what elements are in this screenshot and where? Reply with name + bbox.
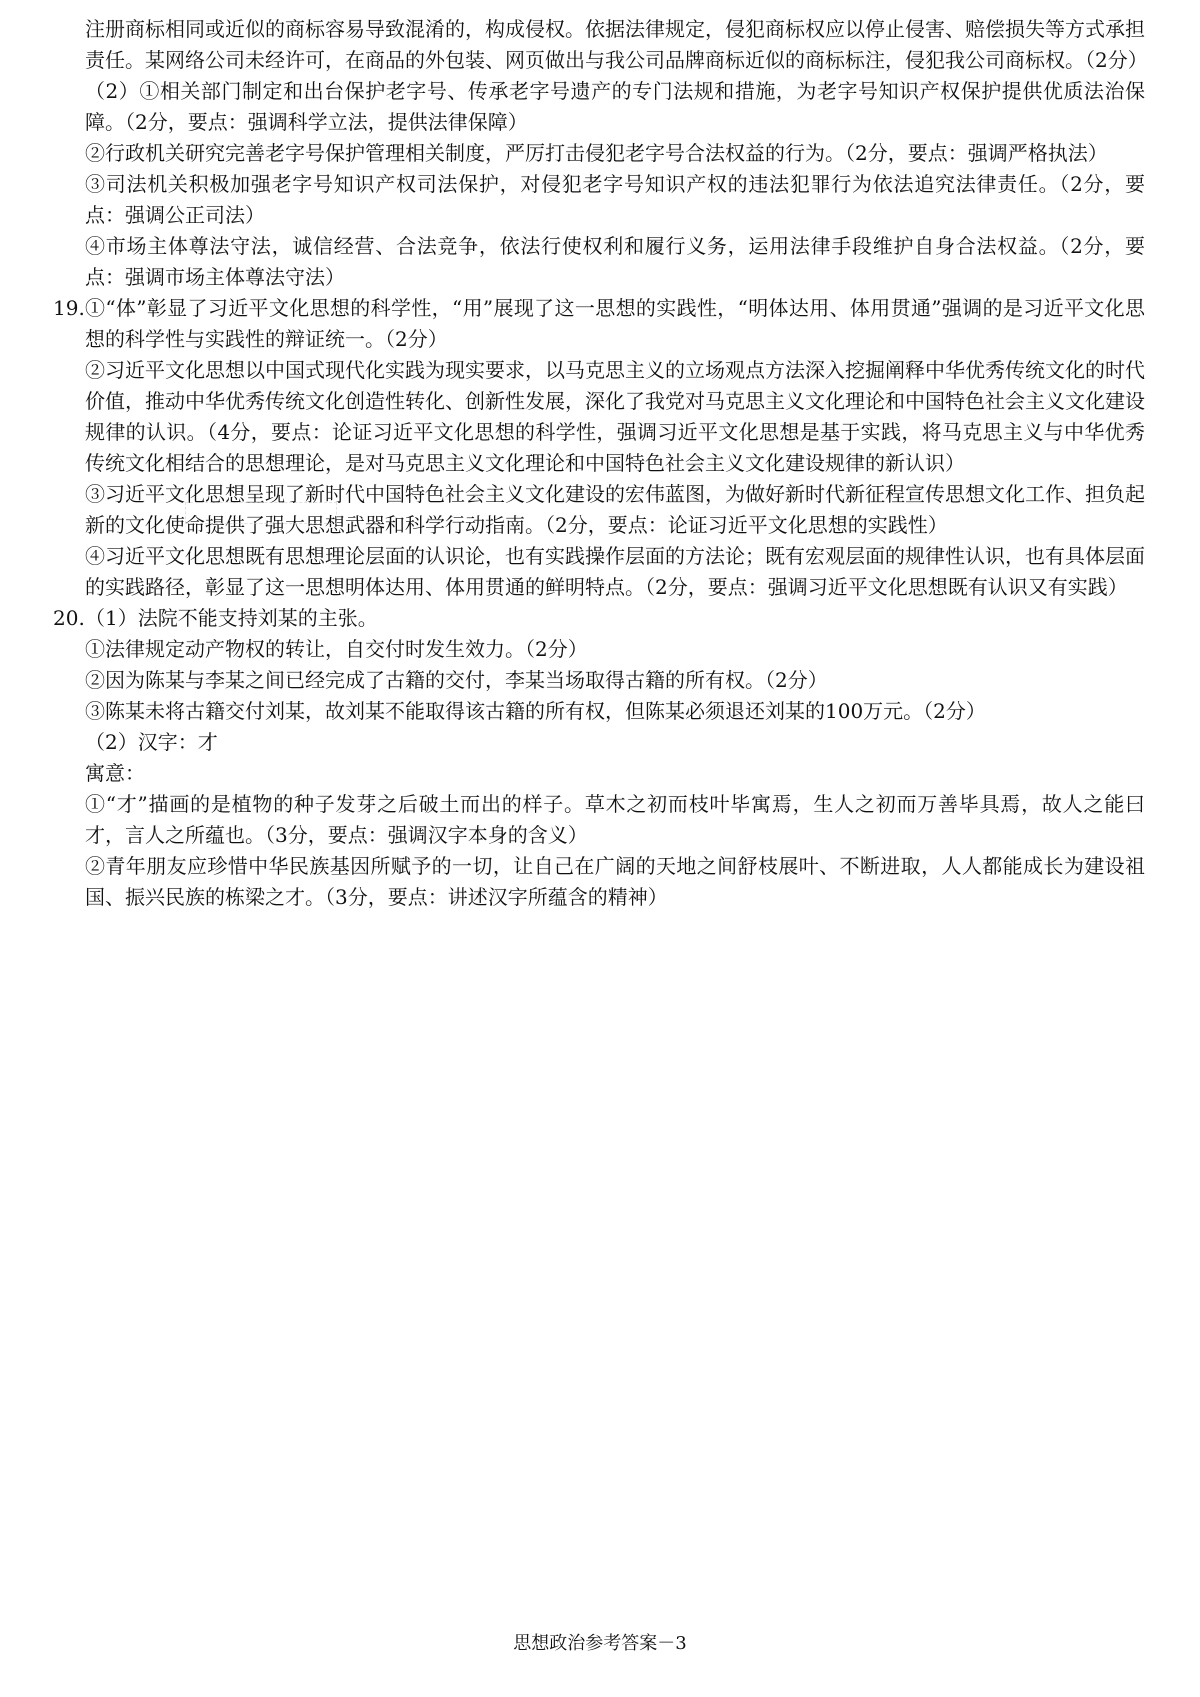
q20-paragraph-1: （1）法院不能支持刘某的主张。 xyxy=(85,606,378,630)
page-footer: 思想政治参考答案－3 xyxy=(513,1633,687,1654)
question-20-number: 20. xyxy=(53,606,85,630)
q18-paragraph-2: （2）①相关部门制定和出台保护老字号、传承老字号遗产的专门法规和措施，为老字号知识产权保护提供优质法治保障。（2分，要点：强调科学立法，提供法律保障） xyxy=(85,79,1145,134)
answer-content xyxy=(53,14,1148,913)
q20-paragraph-8: ②青年朋友应珍惜中华民族基因所赋予的一切，让自己在广阔的天地之间舒枝展叶、不断进取，人人都能成长为建设祖国、振兴民族的栋梁之才。（3分，要点：讲述汉字所蕴含的精神） xyxy=(85,854,1145,909)
q19-paragraph-3: ③习近平文化思想呈现了新时代中国特色社会主义文化建设的宏伟蓝图，为做好新时代新征程宣传思想文化工作、担负起新的文化使命提供了强大思想武器和科学行动指南。（2分，要点：论证习近平文化思想的实践性） xyxy=(85,482,1145,537)
q20-paragraph-7: ①“才”描画的是植物的种子发芽之后破土而出的样子。草木之初而枝叶毕寓焉，生人之初而万善毕具焉，故人之能曰才，言人之所蕴也。（3分，要点：强调汉字本身的含义） xyxy=(85,792,1145,847)
q18-paragraph-3: ②行政机关研究完善老字号保护管理相关制度，严厉打击侵犯老字号合法权益的行为。（2分，要点：强调严格执法） xyxy=(85,141,1108,165)
q19-paragraph-4: ④习近平文化思想既有思想理论层面的认识论，也有实践操作层面的方法论；既有宏观层面的规律性认识，也有具体层面的实践路径，彰显了这一思想明体达用、体用贯通的鲜明特点。（2分，要点：强调习近平文化思想既有认识又有实践） xyxy=(85,544,1145,599)
q20-paragraph-3: ②因为陈某与李某之间已经完成了古籍的交付，李某当场取得古籍的所有权。（2分） xyxy=(85,668,828,692)
q20-paragraph-6: 寓意： xyxy=(85,761,145,785)
q20-paragraph-4: ③陈某未将古籍交付刘某，故刘某不能取得该古籍的所有权，但陈某必须退还刘某的100万元。（2分） xyxy=(85,699,986,723)
q19-paragraph-1: ①“体”彰显了习近平文化思想的科学性，“用”展现了这一思想的实践性，“明体达用、体用贯通”强调的是习近平文化思想的科学性与实践性的辩证统一。（2分） xyxy=(85,296,1145,351)
q18-paragraph-4: ③司法机关积极加强老字号知识产权司法保护，对侵犯老字号知识产权的违法犯罪行为依法追究法律责任。（2分，要点：强调公正司法） xyxy=(85,172,1145,227)
question-19-number: 19. xyxy=(53,296,85,320)
q18-paragraph-1: 注册商标相同或近似的商标容易导致混淆的，构成侵权。依据法律规定，侵犯商标权应以停止侵害、赔偿损失等方式承担责任。某网络公司未经许可，在商品的外包装、网页做出与我公司品牌商标近似的商标标注，侵犯我公司商标权。（2分） xyxy=(85,17,1148,72)
q20-paragraph-2: ①法律规定动产物权的转让，自交付时发生效力。（2分） xyxy=(85,637,588,661)
question-20 xyxy=(53,603,1145,913)
q20-paragraph-5: （2）汉字：才 xyxy=(85,730,218,754)
scan-smudge xyxy=(185,502,337,524)
question-19 xyxy=(53,293,1145,603)
q18-paragraph-5: ④市场主体尊法守法，诚信经营、合法竞争，依法行使权利和履行义务，运用法律手段维护自身合法权益。（2分，要点：强调市场主体尊法守法） xyxy=(85,234,1145,289)
q19-paragraph-2: ②习近平文化思想以中国式现代化实践为现实要求，以马克思主义的立场观点方法深入挖掘阐释中华优秀传统文化的时代价值，推动中华优秀传统文化创造性转化、创新性发展，深化了我党对马克思主义文化理论和中国特色社会主义文化建设规律的认识。（4分，要点：论证习近平文化思想的科学性，强调习近平文化思想是基于实践，将马克思主义与中华优秀传统文化相结合的思想理论，是对马克思主义文化理论和中国特色社会主义文化建设规律的新认识） xyxy=(85,358,1145,475)
